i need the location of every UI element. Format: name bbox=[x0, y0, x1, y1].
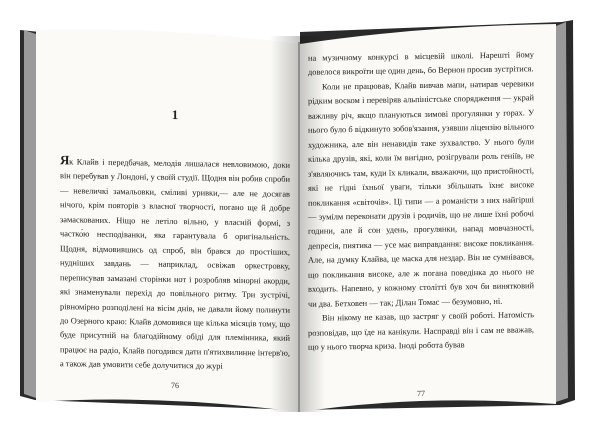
page-number: 77 bbox=[417, 388, 425, 399]
paragraph: на музичному конкурсі в місцевій школі. Нарешті йому довелося викроїти ще один день, бо Вернон просив зустрітися. bbox=[308, 50, 534, 78]
right-page bbox=[308, 18, 534, 399]
paragraph: Коли не працював, Клайв вивчав мапи, натирав черевики рідким воском і перевіряв альпіністське спорядження — украй важливу річ, якщо плануються зимові прогулянки у горах. У нього було б відкинуто зобов'язання, узявши ліцензію вільного художника, але він ненавидів таке зухвалство. У нього були кілька друзів, які, коли їм вигідно, розігрували роль геніїв, не з'являючись там, куди їх кликали, вважаючи, що пристойності, які не гідні їхньої уваги, тільки збільшать їхнє високе покликання «світочів». Ці типи — а романісти з них найгірші — зумілм переконати друзів і родичів, що не лише їхні робочі години, але й сон удень, прогулянки, напад мовчазності, депресія, пиятика — усе має виправдання: високе покликання. Але, на думку Клайва, це маска для нездар. Він не сумнівався, що покликання високе, але ж погана поведінка до нього не входить. Напевно, у кожному столітті був хоч би винятковий чи два. Бетховен — так; Ділан Томас — безумовно, ні. bbox=[308, 79, 534, 309]
paragraph-text: к Клайв і передбачав, мелодія лишалася невловимою, доки він перебував у Лондоні, у своїй студії. Щодня він робив спроби — невеличкі замальовки, сміливі уривки,— але не досягав нічого, крім повторів з власної творчості, погано ще й добре замаскованих. Ніщо не летіло вільно, у власній формі, з частко́ю несподіванки, яка гарантувала б оригінальність. Щодня, відмовившись од спроб, він брався до простіших, нудніших завдань — наприклад, освіжав оркестровку, переписував замазані сторінки нот і розробляв мінорні акорди, які знаменували перехід до повільного ритму. Три зустрічі, рівномірно розподілені на вісім днів, не давали йому полинути до Озерного краю: Клайв домовився ще кілька місяців тому, що буде присутній на благодійному обіді для племінника, який працює на радіо, Клайв погодився дати п'ятихвилинне інтерв'ю, а також дав умовити себе долучитися до журі bbox=[60, 157, 291, 372]
page-number: 76 bbox=[171, 380, 179, 391]
chapter-number: 1 bbox=[171, 106, 179, 123]
right-page-text bbox=[308, 48, 534, 355]
left-page bbox=[60, 53, 290, 392]
left-page-stack bbox=[24, 30, 36, 398]
right-page-stack bbox=[556, 22, 568, 402]
drop-cap: Я bbox=[60, 152, 70, 168]
left-page-text bbox=[60, 153, 290, 375]
paragraph bbox=[60, 153, 290, 375]
paragraph: Він нікому не казав, що застряг у своїй роботі. Натомість розповідав, що їде на канікули. Насправді він і сам не вважав, що у нього творча криза. Іноді робота бував bbox=[308, 310, 534, 352]
